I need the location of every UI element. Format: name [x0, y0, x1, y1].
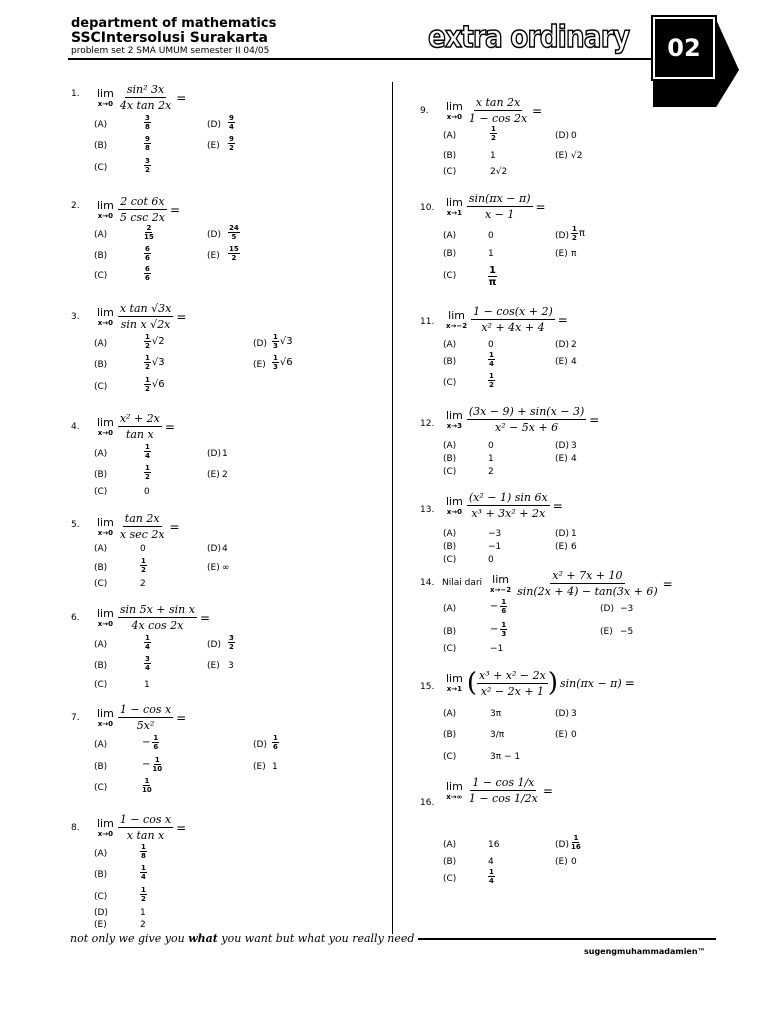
- option-value: 0: [488, 231, 494, 241]
- option-value: [571, 834, 581, 851]
- option-value: [144, 157, 151, 174]
- option-value: 1: [140, 908, 146, 918]
- option-value: [140, 843, 147, 860]
- option-label: (B): [443, 454, 457, 464]
- problem-set-label: problem set 2 SMA UMUM semester II 04/05: [71, 46, 270, 56]
- option-label: (C): [443, 874, 457, 884]
- limit-label: lim x→3: [446, 408, 463, 430]
- fraction: $\frac{1}{2}$: [145, 376, 150, 393]
- fraction: $\frac{1}{2}$: [145, 354, 150, 371]
- banner-title: extra ordinary: [428, 20, 630, 55]
- option-label: (D): [253, 740, 267, 750]
- option-label: (C): [94, 680, 108, 690]
- option-value: 2: [140, 579, 146, 589]
- limit-label: lim x→0: [97, 816, 114, 838]
- option-label: (D): [555, 340, 569, 350]
- option-label: (C): [94, 163, 108, 173]
- option-value: 0: [488, 340, 494, 350]
- option-value: 1: [488, 249, 494, 259]
- fraction: $\frac{2}{15}$: [144, 224, 154, 241]
- option-value: 1: [490, 151, 496, 161]
- option-label: (E): [207, 141, 220, 151]
- question-number: 11.: [420, 317, 435, 327]
- question-number: 1.: [71, 89, 80, 99]
- option-label: (E): [94, 920, 107, 930]
- limit-label: lim x→0: [97, 415, 114, 437]
- option-label: (A): [443, 340, 457, 350]
- option-label: (B): [94, 762, 108, 772]
- limit-expression: lim x→0 $\frac{\text{x² + 2x}}{\text{tan x}}$ =: [97, 412, 175, 441]
- option-label: (D): [207, 449, 221, 459]
- option-value: [144, 114, 151, 131]
- limit-expression: lim x→−2 $\frac{1 - \cos(x + 2)}{\text{x² + 4x + 4}}$ =: [446, 305, 568, 334]
- department-title: department of mathematics: [71, 16, 277, 31]
- limit-expression: lim x→3 $\frac{(3x - 9) + \sin(x - 3)}{\text{x² − 5x + 6}}$ =: [446, 405, 600, 434]
- option-value: 4: [571, 357, 577, 367]
- option-value: 3π − 1: [490, 752, 521, 762]
- option-value: $\frac{1}{2}$ π: [572, 225, 585, 242]
- option-value: [488, 868, 495, 885]
- option-label: (B): [443, 627, 457, 637]
- question-number: 13.: [420, 505, 435, 515]
- option-value: 3/π: [490, 730, 505, 740]
- option-value: 2√2: [490, 167, 508, 177]
- fraction: $\frac{24}{5}$: [229, 224, 239, 241]
- question-number: 10.: [420, 203, 435, 213]
- fraction: $\frac{1}{\pi}$: [488, 265, 497, 288]
- header-rule: [68, 58, 660, 60]
- option-value: $\frac{1}{3}$ √3: [273, 333, 293, 350]
- option-value: 1: [222, 449, 228, 459]
- option-label: (B): [94, 661, 108, 671]
- fraction: $\frac{15}{2}$: [229, 245, 239, 262]
- limit-expression: lim x→0 $\frac{2 \cot 6x}{5 \csc 2x}$ =: [97, 195, 181, 224]
- limit-label: lim x→1: [446, 672, 463, 693]
- limit-fraction: $\frac{\tan 2x}{\text{x sec 2x}}$: [119, 512, 165, 541]
- question-number: 2.: [71, 201, 80, 211]
- option-label: (A): [443, 604, 457, 614]
- option-label: (B): [443, 249, 457, 259]
- fraction: $\frac{1}{2}$: [141, 886, 146, 903]
- limit-fraction: $\frac{\text{sin² 3x}}{\text{4x tan 2x}}$: [119, 83, 172, 112]
- limit-label: lim x→0: [97, 305, 114, 327]
- option-value: 1: [144, 680, 150, 690]
- option-value: 3π: [490, 709, 502, 719]
- option-value: 2: [571, 340, 577, 350]
- limit-fraction: $\frac{\text{1 − cos x}}{\text{5x²}}$: [119, 703, 172, 732]
- option-label: (B): [94, 141, 108, 151]
- option-label: (C): [94, 487, 108, 497]
- option-label: (D): [555, 131, 569, 141]
- option-label: (A): [94, 544, 108, 554]
- fraction: $\frac{9}{8}$: [145, 135, 150, 152]
- option-value: $\frac{1}{2}$ √3: [145, 354, 165, 371]
- option-value: 1: [571, 529, 577, 539]
- option-label: (C): [443, 555, 457, 565]
- limit-label: lim x→0: [97, 86, 114, 108]
- option-value: − $\frac{1}{3}$: [490, 621, 507, 638]
- fraction: $\frac{1}{4}$: [145, 443, 150, 460]
- option-value: [488, 372, 495, 389]
- option-label: (E): [555, 857, 568, 867]
- limit-expression: lim x→0 $\frac{\text{(x² − 1) sin 6x}}{\text{x³ + 3x² + 2x}}$ =: [446, 491, 563, 520]
- option-value: −1: [490, 644, 504, 654]
- limit-expression: lim x→0 $\frac{\text{1 − cos x}}{\text{5x²}}$ =: [97, 703, 187, 732]
- limit-fraction: $\frac{\text{x³ + x² − 2x}}{\text{x² − 2x + 1}}$: [478, 668, 546, 698]
- fraction: $\frac{1}{6}$: [501, 598, 507, 615]
- option-label: (B): [443, 542, 457, 552]
- option-label: (B): [443, 730, 457, 740]
- option-label: (D): [94, 908, 108, 918]
- option-label: (E): [555, 249, 568, 259]
- fraction: $\frac{1}{3}$: [273, 333, 278, 350]
- question-number: 5.: [71, 520, 80, 530]
- limit-label: lim x→∞: [446, 779, 463, 801]
- option-value: [144, 655, 151, 672]
- limit-fraction: $\frac{\text{1 − cos x}}{\text{x tan x}}$: [119, 813, 172, 842]
- limit-fraction: $\frac{\sin(\pi x - \pi)}{x - 1}$: [468, 192, 531, 221]
- fraction: $\frac{1}{3}$: [501, 621, 507, 638]
- option-label: (E): [207, 661, 220, 671]
- limit-expression: lim x→−2 $\frac{\text{x² + 7x + 10}}{\sin(2x + 4) - \tan(3x + 6)}$ =: [490, 569, 673, 598]
- option-value: 2: [488, 467, 494, 477]
- option-label: (D): [555, 441, 569, 451]
- limit-expression: lim x→0 $\frac{\text{sin 5x + sin x}}{\text{4x cos 2x}}$ =: [97, 603, 210, 632]
- option-value: 4: [571, 454, 577, 464]
- option-value: 3: [228, 661, 234, 671]
- limit-fraction: $\frac{\text{x tan 2x}}{1 - \cos 2x}$: [468, 96, 528, 125]
- fraction: $\frac{1}{10}$: [152, 756, 163, 773]
- limit-label: lim x→−2: [490, 572, 512, 594]
- motto-emphasis: what: [188, 932, 218, 945]
- option-value: −3: [620, 604, 634, 614]
- option-label: (B): [94, 870, 108, 880]
- limit-expression: lim x→1 $\frac{\sin(\pi x - \pi)}{x - 1}$ =: [446, 192, 546, 221]
- option-label: (A): [443, 840, 457, 850]
- option-value: [228, 135, 235, 152]
- option-value: 0: [571, 857, 577, 867]
- option-label: (C): [94, 892, 108, 902]
- option-label: (E): [207, 470, 220, 480]
- option-label: (A): [94, 339, 108, 349]
- option-value: −1: [488, 542, 502, 552]
- option-value: [144, 443, 151, 460]
- option-label: (C): [443, 167, 457, 177]
- option-value: [272, 734, 279, 751]
- option-label: (E): [600, 627, 613, 637]
- option-label: (C): [443, 752, 457, 762]
- option-value: 1: [488, 454, 494, 464]
- option-value: 0: [571, 131, 577, 141]
- limit-label: lim x→0: [446, 99, 463, 121]
- option-value: [228, 224, 240, 241]
- question-number: 4.: [71, 422, 80, 432]
- limit-fraction: $\frac{\text{x² + 7x + 10}}{\sin(2x + 4) - \tan(3x + 6)}$: [517, 569, 658, 598]
- option-label: (B): [94, 470, 108, 480]
- option-label: (E): [207, 251, 220, 261]
- option-value: 16: [488, 840, 500, 850]
- option-label: (D): [600, 604, 614, 614]
- option-value: 1: [272, 762, 278, 772]
- option-label: (C): [94, 783, 108, 793]
- option-value: −5: [620, 627, 634, 637]
- option-label: (D): [555, 840, 569, 850]
- question-number: 7.: [71, 713, 80, 723]
- fraction: $\frac{1}{2}$: [491, 125, 496, 142]
- question-number: 6.: [71, 613, 80, 623]
- option-label: (C): [443, 644, 457, 654]
- option-value: 3: [571, 441, 577, 451]
- option-label: (E): [207, 563, 220, 573]
- option-value: √2: [571, 151, 583, 161]
- option-label: (D): [253, 339, 267, 349]
- option-label: (A): [443, 131, 457, 141]
- option-value: [140, 886, 147, 903]
- limit-expression: lim x→0 $\frac{\text{sin² 3x}}{\text{4x tan 2x}}$ =: [97, 83, 187, 112]
- fraction: $\frac{1}{6}$: [153, 734, 159, 751]
- fraction: $\frac{1}{2}$: [145, 464, 150, 481]
- limit-expression: lim x→0 $\frac{\tan 2x}{\text{x sec 2x}}$ =: [97, 512, 180, 541]
- limit-fraction: $\frac{1 - \cos 1/x}{1 - \cos 1/2x}$: [468, 776, 538, 805]
- fraction: $\frac{1}{4}$: [489, 351, 494, 368]
- option-value: − $\frac{1}{10}$: [142, 756, 163, 773]
- option-label: (D): [555, 231, 569, 241]
- option-value: [488, 351, 495, 368]
- fraction: $\frac{1}{6}$: [273, 734, 278, 751]
- option-label: (D): [555, 709, 569, 719]
- option-label: (B): [94, 563, 108, 573]
- limit-label: lim x→0: [446, 494, 463, 516]
- limit-fraction: $\frac{\text{sin 5x + sin x}}{\text{4x cos 2x}}$: [119, 603, 195, 632]
- option-label: (E): [555, 730, 568, 740]
- fraction: $\frac{3}{4}$: [145, 655, 150, 672]
- option-value: [140, 864, 147, 881]
- option-value: [488, 265, 497, 288]
- fraction: $\frac{3}{8}$: [145, 114, 150, 131]
- footer-tag: sugengmuhammadamien™: [584, 947, 706, 956]
- option-value: $\frac{1}{3}$ √6: [273, 354, 293, 371]
- limit-label: lim x→1: [446, 195, 463, 217]
- option-value: [144, 634, 151, 651]
- fraction: $\frac{3}{2}$: [145, 157, 150, 174]
- limit-label: lim x→0: [97, 515, 114, 537]
- option-label: (D): [207, 120, 221, 130]
- limit-label: lim x→0: [97, 606, 114, 628]
- column-divider: [392, 82, 393, 934]
- option-label: (C): [94, 271, 108, 281]
- option-label: (A): [94, 120, 108, 130]
- option-value: 2: [222, 470, 228, 480]
- question-number: 3.: [71, 312, 80, 322]
- option-label: (E): [253, 360, 266, 370]
- question-number: 12.: [420, 419, 435, 429]
- option-label: (A): [94, 640, 108, 650]
- fraction: $\frac{6}{6}$: [145, 245, 150, 262]
- question-number: 14.: [420, 578, 435, 588]
- option-label: (D): [207, 640, 221, 650]
- fraction: $\frac{1}{2}$: [141, 557, 146, 574]
- option-value: −3: [488, 529, 502, 539]
- option-label: (B): [443, 357, 457, 367]
- option-label: (B): [94, 360, 108, 370]
- option-label: (D): [207, 230, 221, 240]
- option-value: 3: [571, 709, 577, 719]
- fraction: $\frac{1}{2}$: [145, 333, 150, 350]
- school-title: SSCIntersolusi Surakarta: [71, 30, 269, 46]
- limit-expression: lim x→1 ( $\frac{\text{x³ + x² − 2x}}{\text{x² − 2x + 1}}$ ) sin(πx − π) =: [446, 668, 635, 698]
- fraction: $\frac{9}{4}$: [229, 114, 234, 131]
- option-label: (C): [443, 378, 457, 388]
- option-label: (E): [555, 151, 568, 161]
- limit-expression: lim x→0 $\frac{\text{x tan 2x}}{1 - \cos 2x}$ =: [446, 96, 543, 125]
- option-label: (E): [555, 542, 568, 552]
- option-value: [144, 245, 151, 262]
- option-value: 4: [488, 857, 494, 867]
- option-value: [142, 777, 152, 794]
- limit-fraction: $\frac{\text{x tan √3x}}{\text{sin x √2x}}$: [119, 302, 172, 331]
- footer-motto: [70, 932, 414, 945]
- limit-fraction: $\frac{2 \cot 6x}{5 \csc 2x}$: [119, 195, 165, 224]
- option-value: 6: [571, 542, 577, 552]
- header-block: [71, 17, 276, 56]
- option-label: (D): [555, 529, 569, 539]
- limit-fraction: $\frac{1 - \cos(x + 2)}{\text{x² + 4x + 4}}$: [473, 305, 553, 334]
- limit-fraction: $\frac{\text{(x² − 1) sin 6x}}{\text{x³ + 3x² + 2x}}$: [468, 491, 548, 520]
- option-label: (B): [443, 151, 457, 161]
- fraction: $\frac{1}{10}$: [142, 777, 152, 794]
- option-value: [140, 557, 147, 574]
- option-value: [228, 245, 240, 262]
- option-label: (C): [443, 271, 457, 281]
- question-number: 9.: [420, 106, 429, 116]
- option-label: (A): [94, 849, 108, 859]
- limit-label: lim x→0: [97, 198, 114, 220]
- option-label: (A): [94, 449, 108, 459]
- option-label: (A): [443, 441, 457, 451]
- option-value: 0: [488, 441, 494, 451]
- fraction: $\frac{3}{2}$: [229, 634, 234, 651]
- option-value: [228, 114, 235, 131]
- option-value: [144, 135, 151, 152]
- option-label: (D): [207, 544, 221, 554]
- question-number: 15.: [420, 682, 435, 692]
- option-value: − $\frac{1}{6}$: [142, 734, 159, 751]
- option-label: (A): [443, 231, 457, 241]
- option-value: [144, 265, 151, 282]
- option-label: (E): [555, 454, 568, 464]
- fraction: $\frac{1}{8}$: [141, 843, 146, 860]
- fraction: $\frac{6}{6}$: [145, 265, 150, 282]
- badge-number: 02: [653, 17, 715, 79]
- option-value: 0: [140, 544, 146, 554]
- badge: [653, 17, 743, 107]
- option-value: [490, 125, 497, 142]
- option-value: [144, 224, 154, 241]
- fraction: $\frac{1}{4}$: [141, 864, 146, 881]
- option-label: (B): [443, 857, 457, 867]
- option-value: $\frac{1}{2}$ √6: [145, 376, 165, 393]
- option-value: 0: [488, 555, 494, 565]
- limit-expression: lim x→∞ $\frac{1 - \cos 1/x}{1 - \cos 1/2x}$ =: [446, 776, 553, 805]
- option-value: − $\frac{1}{6}$: [490, 598, 507, 615]
- option-label: (A): [94, 740, 108, 750]
- option-value: 0: [144, 487, 150, 497]
- limit-fraction: $\frac{\text{x² + 2x}}{\text{tan x}}$: [119, 412, 160, 441]
- option-label: (A): [94, 230, 108, 240]
- option-label: (E): [253, 762, 266, 772]
- limit-expression: lim x→0 $\frac{\text{1 − cos x}}{\text{x tan x}}$ =: [97, 813, 187, 842]
- fraction: $\frac{1}{4}$: [489, 868, 494, 885]
- question-number: 8.: [71, 823, 80, 833]
- option-value: 4: [222, 544, 228, 554]
- fraction: $\frac{1}{3}$: [273, 354, 278, 371]
- option-label: (E): [555, 357, 568, 367]
- option-label: (C): [94, 382, 108, 392]
- option-label: (A): [443, 709, 457, 719]
- option-value: [144, 464, 151, 481]
- question-prefix: Nilai dari: [442, 578, 483, 588]
- option-value: $\frac{1}{2}$ √2: [145, 333, 165, 350]
- limit-expression: lim x→0 $\frac{\text{x tan √3x}}{\text{sin x √2x}}$ =: [97, 302, 187, 331]
- motto-part: not only we give you: [70, 932, 189, 945]
- limit-fraction: $\frac{(3x - 9) + \sin(x - 3)}{\text{x² − 5x + 6}}$: [468, 405, 585, 434]
- option-value: π: [571, 249, 577, 259]
- option-label: (C): [94, 579, 108, 589]
- fraction: $\frac{1}{4}$: [145, 634, 150, 651]
- option-value: [228, 634, 235, 651]
- option-value: 0: [571, 730, 577, 740]
- footer-rule: [418, 938, 716, 940]
- motto-part: you want but what you really need: [217, 932, 415, 945]
- option-label: (A): [443, 529, 457, 539]
- fraction: $\frac{1}{2}$: [572, 225, 577, 242]
- limit-label: lim x→0: [97, 706, 114, 728]
- fraction: $\frac{9}{2}$: [229, 135, 234, 152]
- option-value: 2: [140, 920, 146, 930]
- question-number: 16.: [420, 798, 435, 808]
- option-label: (B): [94, 251, 108, 261]
- option-value: ∞: [222, 563, 230, 573]
- option-label: (C): [443, 467, 457, 477]
- fraction: $\frac{1}{2}$: [489, 372, 494, 389]
- fraction: $\frac{1}{16}$: [571, 834, 581, 851]
- limit-label: lim x→−2: [446, 308, 468, 330]
